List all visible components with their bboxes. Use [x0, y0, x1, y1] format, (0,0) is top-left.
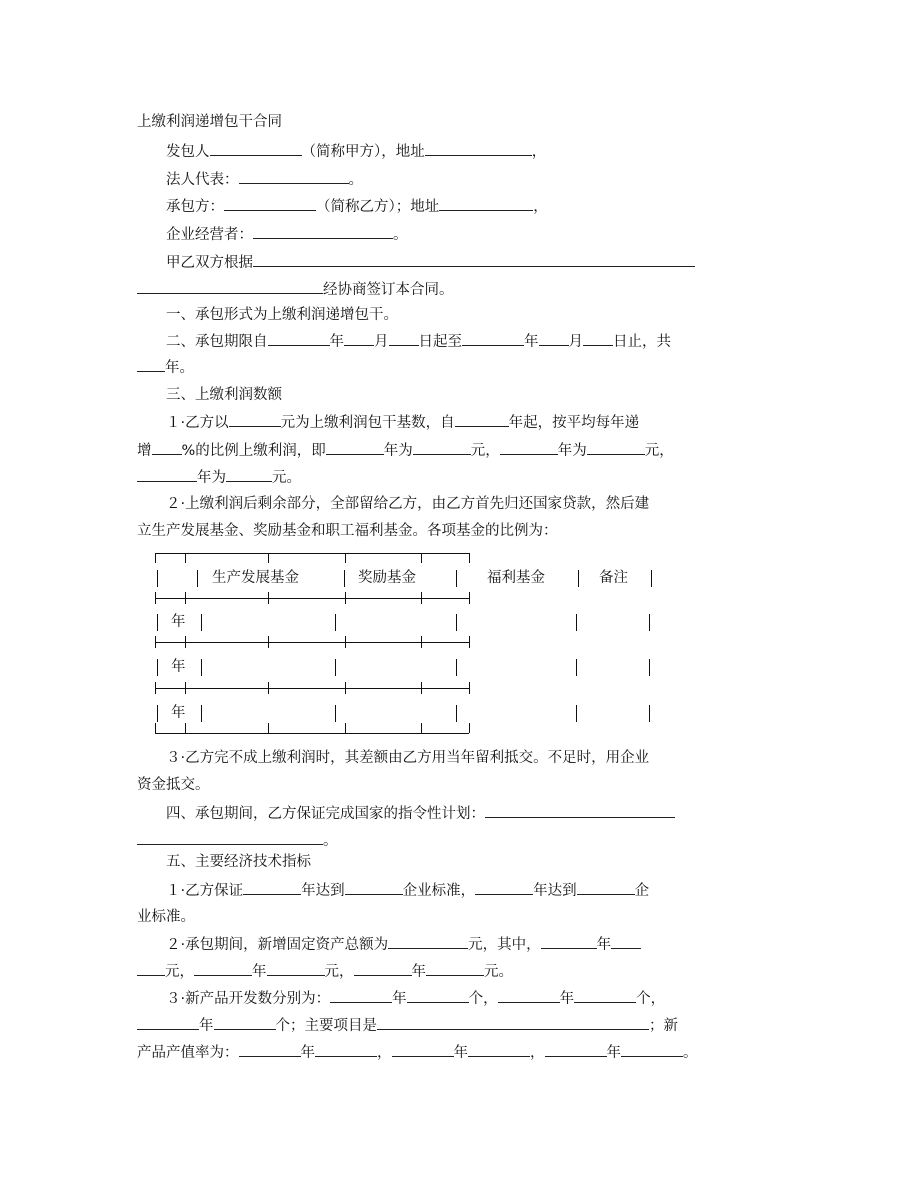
art5-p2-a: ２·承包期间，新增固定资产总额为 — [166, 937, 389, 953]
art5-p3-j: 年 — [300, 1045, 315, 1061]
art3-p2-line-1: ２·上缴利润后剩余部分，全部留给乙方，由乙方首先归还国家贷款，然后建 — [166, 496, 650, 512]
art5-p3-blank-rv3 — [621, 1042, 683, 1057]
art3-p1-c: 年起，按平均每年递 — [508, 415, 640, 431]
tick — [345, 592, 346, 604]
art5-p3-blank-y2 — [498, 988, 560, 1003]
art5-p3-o: 。 — [683, 1045, 698, 1061]
art3-p1-j: 年为 — [197, 470, 226, 486]
art5-p3-blank-ry2 — [392, 1042, 454, 1057]
art5-p2-line-2 — [137, 961, 513, 982]
art5-p2-f: 元， — [324, 964, 354, 980]
tick — [185, 636, 186, 648]
art3-p1-f: 年为 — [383, 443, 413, 459]
art5-p3-line-3 — [137, 1042, 698, 1063]
art5-p2-g: 年 — [411, 964, 426, 980]
art5-p1-blank-3 — [475, 880, 533, 895]
row-bar — [201, 614, 202, 631]
art3-p2-line-2: 立生产发展基金、奖励基金和职工福利基金。各项基金的比例为： — [137, 523, 558, 539]
tick — [268, 636, 269, 648]
art2-end: 年。 — [165, 360, 194, 376]
article-4-line-2 — [137, 830, 338, 851]
header-bar — [651, 570, 652, 587]
tick — [421, 592, 422, 604]
art3-p3-line-2: 资金抵交。 — [137, 777, 210, 793]
art5-p3-line-1 — [166, 988, 665, 1009]
row-2-year: 年 — [171, 659, 186, 675]
tick — [268, 553, 269, 563]
header-remarks: 备注 — [599, 570, 628, 586]
party-a-end: ， — [531, 144, 547, 160]
party-b-alias: （简称乙方）；地址 — [316, 199, 440, 215]
art5-p2-blank-v1a — [611, 934, 641, 949]
tick — [268, 723, 269, 733]
tick — [155, 592, 156, 604]
art3-p3-line-1: ３·乙方完不成上缴利润时，其差额由乙方用当年留利抵交。不足时，用企业 — [166, 750, 650, 766]
art5-p3-k: ， — [377, 1045, 392, 1061]
art5-p3-blank-ry1 — [239, 1042, 301, 1057]
tick — [155, 636, 156, 648]
tick — [185, 553, 186, 563]
tick — [345, 553, 346, 563]
art3-p1-a: １·乙方以 — [166, 415, 229, 431]
art5-p3-blank-ry3 — [545, 1042, 607, 1057]
art5-p3-c: 个， — [468, 991, 498, 1007]
art5-p2-e: 年 — [252, 964, 267, 980]
header-bar — [344, 570, 345, 587]
header-reward-fund: 奖励基金 — [358, 570, 416, 586]
row-bar — [456, 659, 457, 676]
art5-p2-blank-v1b — [137, 961, 165, 976]
party-a-label: 发包人 — [166, 144, 210, 160]
tick — [155, 682, 156, 694]
basis-end: 经协商签订本合同。 — [323, 282, 454, 298]
art5-p3-blank-n2 — [574, 988, 636, 1003]
row-bar — [201, 705, 202, 722]
legal-rep-end: 。 — [348, 172, 363, 188]
article-5-heading: 五、主要经济技术指标 — [166, 854, 311, 870]
art5-p3-line-2 — [137, 1015, 678, 1036]
tick — [421, 723, 422, 733]
art5-p2-blank-y1 — [541, 934, 597, 949]
art5-p1-a: １·乙方保证 — [166, 883, 244, 899]
art3-p1-k: 元。 — [272, 470, 301, 486]
art4-end: 。 — [323, 833, 338, 849]
art5-p2-h: 元。 — [484, 964, 513, 980]
tick — [469, 636, 470, 648]
art5-p3-h: ；新 — [649, 1018, 678, 1034]
row-bar — [576, 705, 577, 722]
tick — [155, 553, 156, 563]
row-1-year: 年 — [171, 614, 186, 630]
art3-p1-d: 增 — [137, 443, 152, 459]
art5-p2-line-1 — [166, 934, 641, 955]
art4-text: 四、承包期间，乙方保证完成国家的指令性计划： — [166, 806, 485, 822]
legal-rep-label: 法人代表： — [166, 172, 239, 188]
row-bar — [649, 659, 650, 676]
art5-p1-line-2: 业标准。 — [137, 909, 195, 925]
header-bar — [157, 570, 158, 587]
art2-year-1: 年 — [329, 334, 344, 350]
art5-p1-d: 年达到 — [533, 883, 577, 899]
art3-p1-b: 元为上缴利润包干基数，自 — [280, 415, 455, 431]
row-bar — [157, 659, 158, 676]
art5-p1-e: 企 — [634, 883, 650, 899]
header-welfare-fund: 福利基金 — [487, 570, 545, 586]
art5-p3-blank-n3 — [214, 1015, 276, 1030]
art5-p1-b: 年达到 — [301, 883, 345, 899]
art5-p2-b: 元，其中， — [468, 937, 541, 953]
header-bar — [578, 570, 579, 587]
row-bar — [456, 614, 457, 631]
tick — [185, 723, 186, 733]
row-bar — [649, 705, 650, 722]
art4-blank-2 — [137, 830, 323, 845]
row-bar — [335, 614, 336, 631]
party-a-alias: （简称甲方），地址 — [301, 144, 425, 160]
art5-p1-line-1 — [166, 880, 649, 901]
art5-p3-d: 年 — [559, 991, 575, 1007]
basis-start: 甲乙双方根据 — [166, 255, 253, 271]
tick — [469, 553, 470, 563]
art5-p3-a: ３·新产品开发数分别为： — [166, 991, 331, 1007]
article-3-heading: 三、上缴利润数额 — [166, 387, 282, 403]
tick — [345, 723, 346, 733]
art2-month-1: 月 — [374, 334, 389, 350]
art5-p3-f: 年 — [199, 1018, 214, 1034]
art4-blank-1 — [485, 803, 675, 818]
art5-p3-blank-rv1 — [315, 1042, 377, 1057]
tick — [268, 682, 269, 694]
art3-p1-i: 元， — [644, 443, 674, 459]
art5-p3-l: 年 — [453, 1045, 468, 1061]
art5-p3-i: 产品产值率为： — [137, 1045, 239, 1061]
art5-p3-blank-projects — [377, 1015, 649, 1030]
row-bar — [157, 614, 158, 631]
art5-p1-blank-4 — [577, 880, 635, 895]
row-bar — [576, 614, 577, 631]
row-bar — [335, 659, 336, 676]
row-bar — [649, 614, 650, 631]
art2-until: 日止，共 — [613, 334, 671, 350]
header-bar — [456, 570, 457, 587]
art5-p2-c: 年 — [596, 937, 612, 953]
operator-label: 企业经营者： — [166, 227, 253, 243]
tick — [345, 636, 346, 648]
art2-month-2: 月 — [568, 334, 583, 350]
art5-p2-blank-y3 — [354, 961, 412, 976]
tick — [155, 723, 156, 733]
art5-p2-blank-total — [388, 934, 468, 949]
art5-p3-m: ， — [530, 1045, 545, 1061]
art5-p3-b: 年 — [392, 991, 407, 1007]
art5-p3-e: 个， — [636, 991, 666, 1007]
art5-p2-blank-v2 — [267, 961, 325, 976]
art5-p3-blank-rv2 — [468, 1042, 530, 1057]
tick — [469, 723, 470, 733]
tick — [185, 682, 186, 694]
art3-p1-g: 元， — [470, 443, 500, 459]
tick — [469, 682, 470, 694]
row-3-year: 年 — [171, 705, 186, 721]
tick — [421, 682, 422, 694]
header-bar — [197, 570, 198, 587]
art2-year-2: 年 — [524, 334, 539, 350]
operator-end: 。 — [393, 227, 408, 243]
table-rule-bottom — [155, 733, 469, 734]
art5-p1-c: 企业标准， — [402, 883, 476, 899]
row-bar — [576, 659, 577, 676]
article-1: 一、承包形式为上缴利润递增包干。 — [166, 307, 398, 323]
art2-from: 日起至 — [418, 334, 462, 350]
art3-p1-e: %的比例上缴利润，即 — [181, 443, 326, 459]
tick — [185, 592, 186, 604]
art5-p3-n: 年 — [606, 1045, 621, 1061]
tick — [345, 682, 346, 694]
tick — [268, 592, 269, 604]
row-bar — [157, 705, 158, 722]
art5-p2-blank-y2 — [194, 961, 252, 976]
tick — [469, 592, 470, 604]
art5-p1-blank-2 — [345, 880, 403, 895]
art3-p1-h: 年为 — [557, 443, 587, 459]
art2-text-a: 二、承包期限自 — [166, 334, 268, 350]
art5-p2-d: 元， — [165, 964, 194, 980]
contract-title: 上缴利润递增包干合同 — [137, 114, 282, 130]
row-bar — [335, 705, 336, 722]
art5-p3-blank-y3 — [137, 1015, 199, 1030]
tick — [421, 636, 422, 648]
row-bar — [456, 705, 457, 722]
art5-p3-blank-y1 — [330, 988, 392, 1003]
art5-p3-blank-n1 — [407, 988, 469, 1003]
party-b-end: ， — [533, 199, 548, 215]
row-bar — [201, 659, 202, 676]
art5-p1-blank-1 — [243, 880, 301, 895]
header-production-fund: 生产发展基金 — [212, 570, 299, 586]
art5-p3-g: 个；主要项目是 — [275, 1018, 377, 1034]
article-4-line-1 — [166, 803, 675, 824]
art5-p2-blank-v3 — [426, 961, 484, 976]
tick — [421, 553, 422, 563]
party-b-label: 承包方： — [166, 199, 224, 215]
